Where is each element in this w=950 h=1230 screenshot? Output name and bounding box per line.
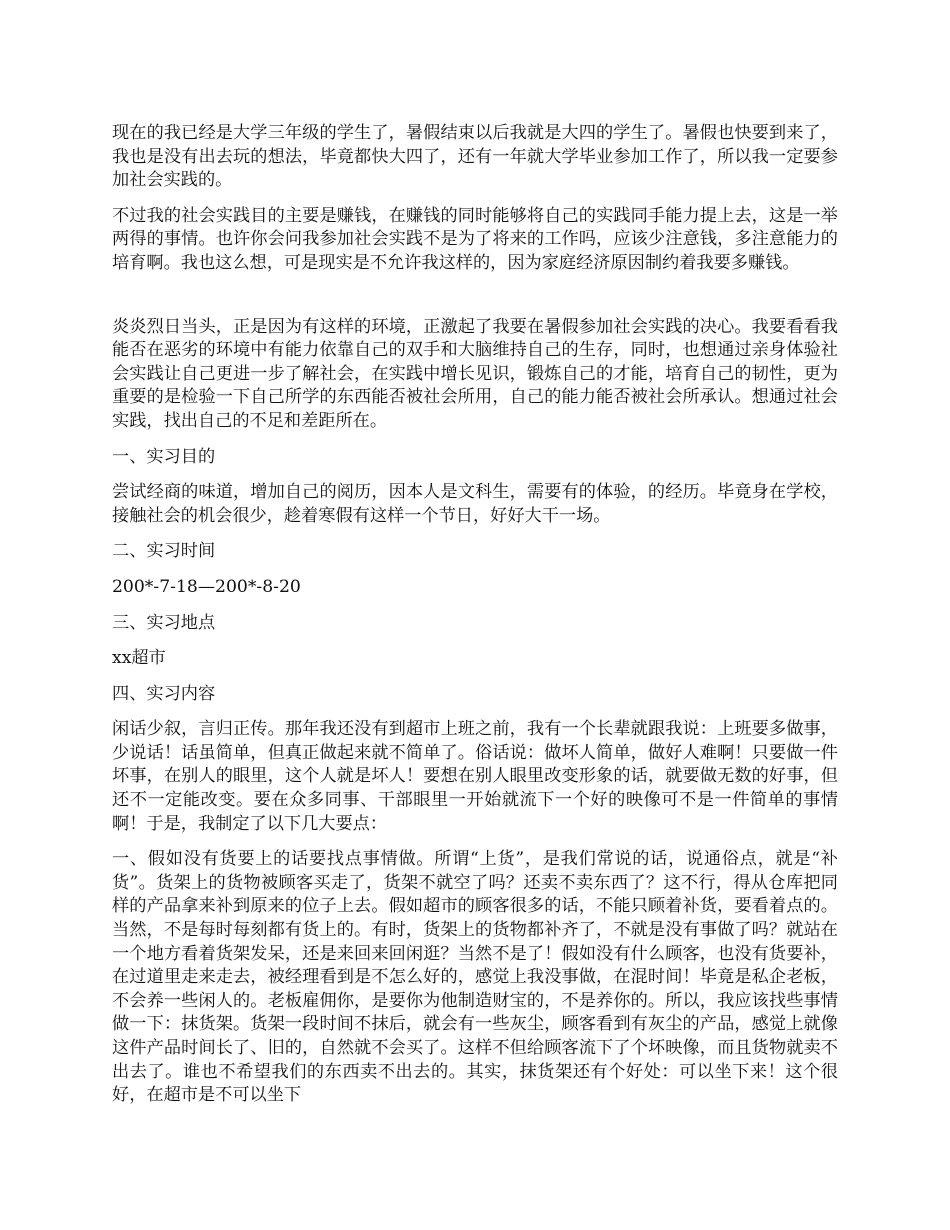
paragraph-intro: 现在的我已经是大学三年级的学生了，暑假结束以后我就是大四的学生了。暑假也快要到来了，我也是没有出去玩的想法，毕竟都快大四了，还有一年就大学毕业参加工作了，所以我一定要参加社会实践的。 <box>112 123 838 191</box>
section-heading-content: 四、实习内容 <box>112 683 216 704</box>
paragraph-purpose: 尝试经商的味道，增加自己的阅历，因本人是文科生，需要有的体验，的经历。毕竟身在学校，接触社会的机会很少，趁着寒假有这样一个节日，好好大干一场。 <box>112 482 838 526</box>
paragraph-background: 炎炎烈日当头，正是因为有这样的环境，正激起了我要在暑假参加社会实践的决心。我要看看我能否在恶劣的环境中有能力依靠自己的双手和大脑维持自己的生存，同时，也想通过亲身体验社会实践让自己更进一步了解社会，在实践中增长见识，锻炼自己的才能，培育自己的韧性，更为重要的是检验一下自己所学的东西能否被社会所用，自己的能力能否被社会所承认。想通过社会实践，找出自己的不足和差距所在。 <box>112 316 838 431</box>
section-heading-time: 二、实习时间 <box>112 541 216 562</box>
section-heading-purpose: 一、实习目的 <box>112 446 216 467</box>
paragraph-point-one: 一、假如没有货要上的话要找点事情做。所谓“上货”，是我们常说的话，说通俗点，就是“补货”。货架上的货物被顾客买走了，货架不就空了吗？还卖不卖东西了？这不行，得从仓库把同样的产品拿来补到原来的位子上去。假如超市的顾客很多的话，不能只顾着补货，要看着点的。当然，不是每时每刻都有货上的。有时，货架上的货物都补齐了，不就是没有事做了吗？就站在一个地方看着货架发呆，还是来回来回闲逛？当然不是了！假如没有什么顾客，也没有货要补，在过道里走来走去，被经理看到是不怎么好的，感觉上我没事做，在混时间！毕竟是私企老板，不会养一些闲人的。老板雇佣你，是要你为他制造财宝的，不是养你的。所以，我应该找些事情做一下：抹货架。货架一段时间不抹后，就会有一些灰尘，顾客看到有灰尘的产品，感觉上就像这件产品时间长了、旧的，自然就不会买了。这样不但给顾客流下了个坏映像，而且货物就卖不出去了。谁也不希望我们的东西卖不出去的。其实，抹货架还有个好处：可以坐下来！这个很好，在超市是不可以坐下 <box>112 849 838 1106</box>
paragraph-location: xx超市 <box>112 648 166 669</box>
paragraph-content-intro: 闲话少叙，言归正传。那年我还没有到超市上班之前，我有一个长辈就跟我说：上班要多做事，少说话！话虽简单，但真正做起来就不简单了。俗话说：做坏人简单，做好人难啊！只要做一件坏事，在别人的眼里，这个人就是坏人！要想在别人眼里改变形象的话，就要做无数的好事，但还不一定能改变。要在众多同事、干部眼里一开始就流下一个好的映像可不是一件简单的事情啊！于是，我制定了以下几大要点： <box>112 719 838 834</box>
document-page <box>112 122 838 1122</box>
paragraph-time: 200*-7-18—200*-8-20 <box>112 576 301 597</box>
paragraph-motivation: 不过我的社会实践目的主要是赚钱，在赚钱的同时能够将自己的实践同手能力提上去，这是一举两得的事情。也许你会问我参加社会实践不是为了将来的工作吗，应该少注意钱，多注意能力的培育啊。我也这么想，可是现实是不允许我这样的，因为家庭经济原因制约着我要多赚钱。 <box>112 205 838 273</box>
section-heading-location: 三、实习地点 <box>112 612 216 633</box>
